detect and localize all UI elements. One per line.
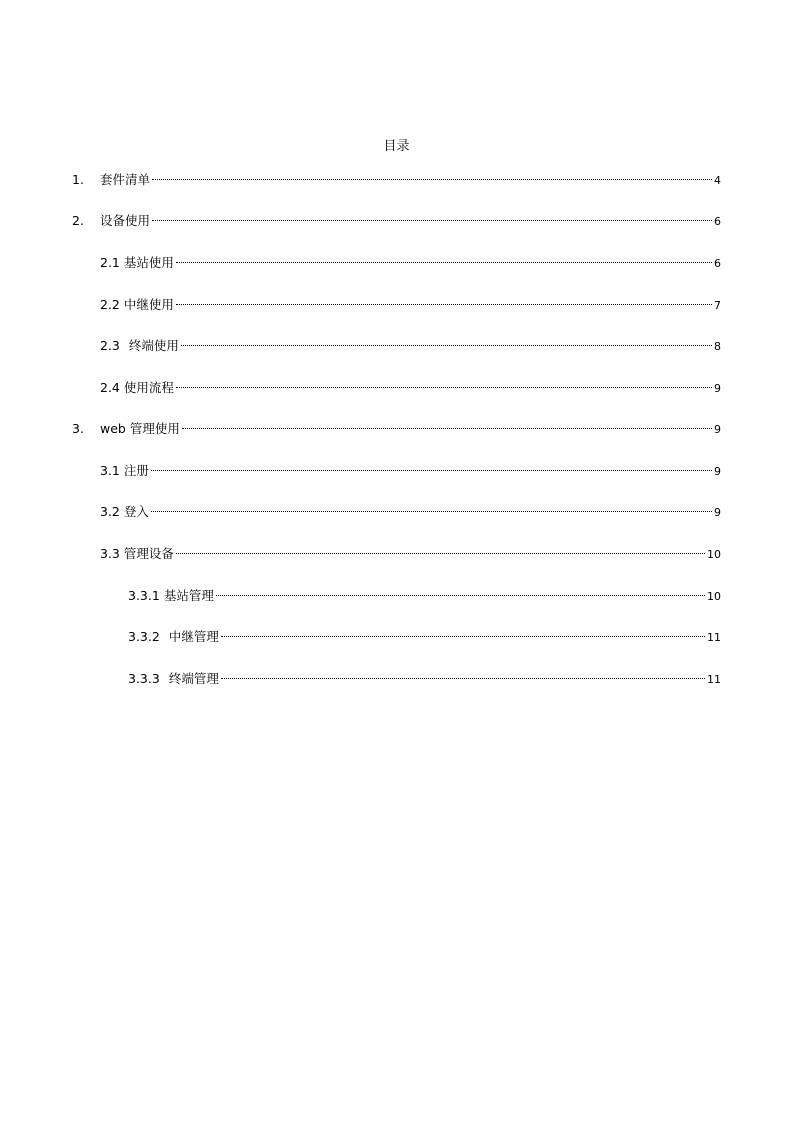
toc-entry-number: 1. (72, 172, 84, 187)
toc-entry-2-2[interactable] (100, 296, 721, 315)
toc-entry-label: 设备使用 (100, 213, 151, 228)
toc-entry-3-1[interactable] (100, 462, 721, 481)
toc-entry-page: 11 (707, 631, 721, 644)
toc-dot-leader (176, 304, 712, 305)
toc-entry-page: 4 (714, 174, 721, 187)
toc-entry-page: 9 (714, 382, 721, 395)
toc-entry-label: 中继使用 (123, 297, 174, 312)
toc-dot-leader (182, 428, 712, 429)
toc-entry-label: 管理设备 (123, 546, 174, 561)
toc-entry-3[interactable] (72, 420, 721, 439)
toc-entry-label: 基站使用 (123, 255, 174, 270)
toc-dot-leader (151, 470, 712, 471)
toc-dot-leader (176, 387, 712, 388)
toc-entry-label: 登入 (123, 504, 149, 519)
toc-dot-leader (176, 262, 712, 263)
toc-entry-number: 3.3.3 (128, 671, 160, 686)
toc-entry-page: 10 (707, 590, 721, 603)
toc-entry-label: 使用流程 (123, 380, 174, 395)
toc-dot-leader (221, 636, 705, 637)
toc-dot-leader (176, 553, 705, 554)
toc-dot-leader (152, 220, 712, 221)
toc-entry-label: 注册 (123, 463, 149, 478)
toc-entry-number: 3.2 (100, 504, 120, 519)
toc-entry-number: 3.3 (100, 546, 120, 561)
toc-entry-page: 6 (714, 257, 721, 270)
toc-entry-page: 8 (714, 340, 721, 353)
toc-entry-2[interactable] (72, 212, 721, 231)
toc-entry-page: 9 (714, 506, 721, 519)
toc-entry-2-1[interactable] (100, 254, 721, 273)
toc-entry-number: 3.1 (100, 463, 120, 478)
toc-dot-leader (181, 345, 712, 346)
toc-entry-3-2[interactable] (100, 503, 721, 522)
toc-entry-2-3[interactable] (100, 337, 721, 356)
toc-entry-label: 套件清单 (100, 172, 151, 187)
toc-entry-3-3[interactable] (100, 545, 721, 564)
toc-entry-3-3-1[interactable] (128, 587, 721, 606)
toc-entry-1[interactable] (72, 171, 721, 190)
toc-entry-2-4[interactable] (100, 379, 721, 398)
toc-entry-page: 6 (714, 215, 721, 228)
toc-entry-number: 2.3 (100, 338, 120, 353)
toc-entry-number: 2. (72, 213, 84, 228)
toc-entry-page: 11 (707, 673, 721, 686)
toc-entry-number: 2.2 (100, 297, 120, 312)
toc-entry-page: 7 (714, 299, 721, 312)
toc-entry-label: web 管理使用 (100, 421, 180, 436)
toc-entry-page: 9 (714, 465, 721, 478)
toc-dot-leader (216, 595, 705, 596)
toc-entry-label: 终端使用 (128, 338, 179, 353)
toc-entry-label: 基站管理 (163, 588, 214, 603)
toc-entry-3-3-2[interactable] (128, 628, 721, 647)
toc-entry-number: 2.1 (100, 255, 120, 270)
toc-dot-leader (151, 511, 712, 512)
toc-entry-label: 终端管理 (168, 671, 219, 686)
toc-entry-number: 3.3.1 (128, 588, 160, 603)
toc-entry-number: 2.4 (100, 380, 120, 395)
toc-entry-3-3-3[interactable] (128, 670, 721, 689)
toc-entry-page: 9 (714, 423, 721, 436)
toc-entry-page: 10 (707, 548, 721, 561)
toc-title: 目录 (383, 139, 410, 154)
toc-entry-number: 3.3.2 (128, 629, 160, 644)
toc-dot-leader (221, 678, 705, 679)
toc-dot-leader (152, 179, 712, 180)
toc-entry-number: 3. (72, 421, 84, 436)
toc-entry-label: 中继管理 (168, 629, 219, 644)
